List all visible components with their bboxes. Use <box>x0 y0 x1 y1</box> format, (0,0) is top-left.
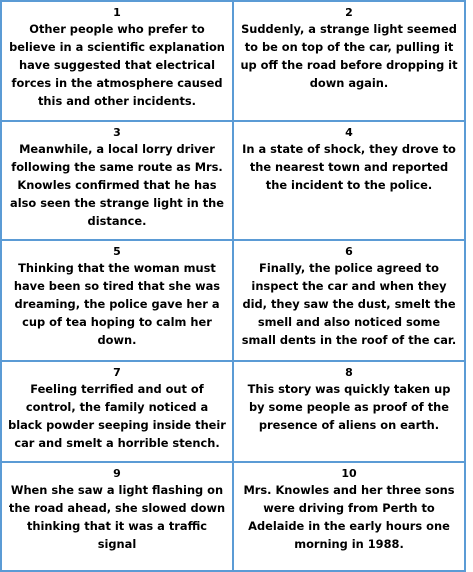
card-number: 3 <box>113 126 121 139</box>
card-text: Feeling terrified and out of control, the family noticed a black powder seeping inside their car and smelt a horrible stench. <box>8 382 226 451</box>
card-number: 5 <box>113 245 121 258</box>
card-number: 10 <box>341 467 357 480</box>
card-text: Mrs. Knowles and her three sons were driving from Perth to Adelaide in the early hours one morning in 1988. <box>243 483 455 552</box>
table-row <box>1 121 465 240</box>
card-number: 8 <box>345 366 353 379</box>
card-5 <box>1 240 233 361</box>
table-row <box>1 240 465 361</box>
card-8 <box>233 361 465 462</box>
card-text: Thinking that the woman must have been so tired that she was dreaming, the police gave her a cup of tea hoping to calm her down. <box>13 261 221 348</box>
card-text: In a state of shock, they drove to the nearest town and reported the incident to the police. <box>242 142 456 193</box>
table-row <box>1 361 465 462</box>
card-text: Suddenly, a strange light seemed to be on top of the car, pulling it up off the road before dropping it down again. <box>240 22 458 91</box>
card-7 <box>1 361 233 462</box>
card-2 <box>233 1 465 121</box>
card-text: Meanwhile, a local lorry driver following the same route as Mrs. Knowles confirmed that he has also seen the strange light in the distance. <box>10 142 224 229</box>
table-row <box>1 462 465 571</box>
card-text: Finally, the police agreed to inspect the car and when they did, they saw the dust, smelt the smell and also noticed some small dents in the roof of the car. <box>241 261 457 348</box>
card-number: 7 <box>113 366 121 379</box>
card-9 <box>1 462 233 571</box>
card-6 <box>233 240 465 361</box>
card-1 <box>1 1 233 121</box>
card-number: 6 <box>345 245 353 258</box>
card-number: 1 <box>113 6 121 19</box>
card-10 <box>233 462 465 571</box>
card-text: This story was quickly taken up by some people as proof of the presence of aliens on earth. <box>247 382 451 433</box>
card-3 <box>1 121 233 240</box>
card-number: 9 <box>113 467 121 480</box>
card-4 <box>233 121 465 240</box>
card-number: 2 <box>345 6 353 19</box>
card-number: 4 <box>345 126 353 139</box>
card-text: When she saw a light flashing on the road ahead, she slowed down thinking that it was a traffic signal <box>8 483 226 552</box>
card-text: Other people who prefer to believe in a scientific explanation have suggested that electrical forces in the atmosphere caused this and other incidents. <box>9 22 225 109</box>
table-row <box>1 1 465 121</box>
